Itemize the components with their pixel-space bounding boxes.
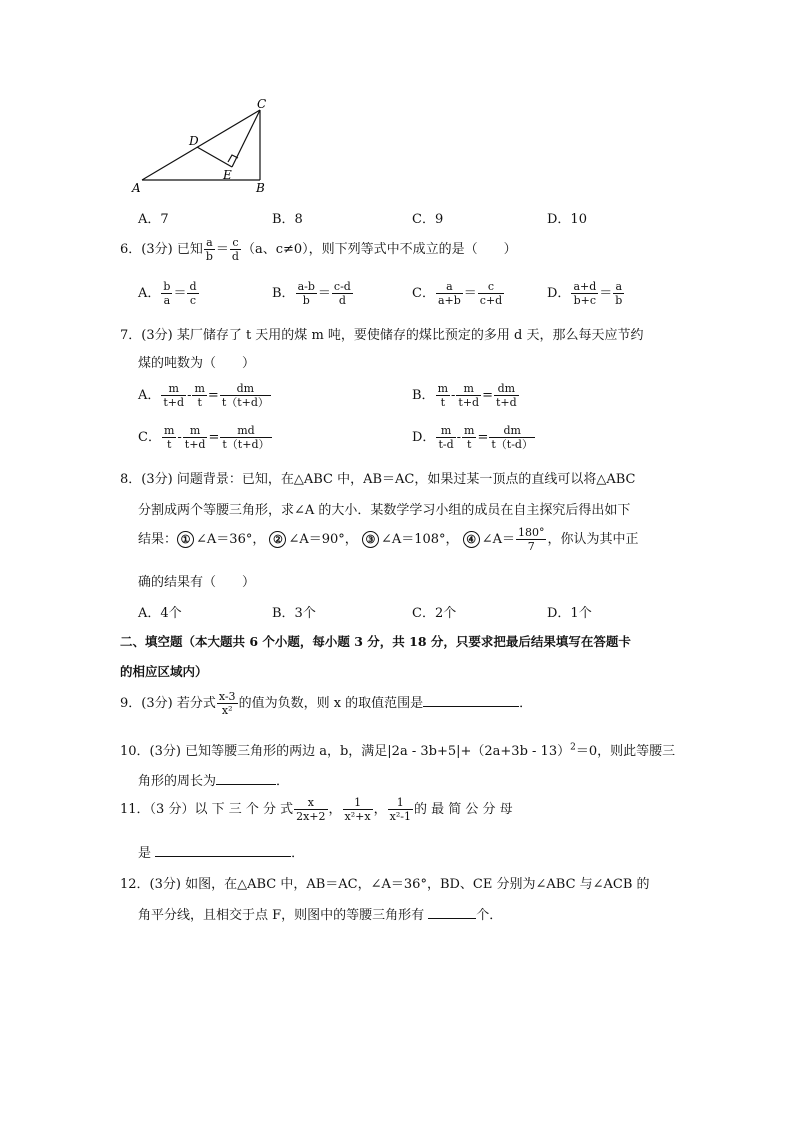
- label-a: A: [132, 181, 141, 195]
- q8-option-d: D．1个: [547, 606, 592, 621]
- q7-option-c: C． $\frac{m}{t}$ - $\frac{m}{t+d}$ = $\frac{md}{t(t+d)}$: [138, 424, 270, 451]
- label-e: E: [223, 168, 232, 182]
- q6-option-a: A． $\frac{b}{a}$ ＝ $\frac{d}{c}$: [138, 280, 197, 307]
- section2-heading-line2: 的相应区域内）: [120, 664, 208, 679]
- q5-option-a: A．7: [138, 212, 169, 227]
- q11-answer-blank[interactable]: [155, 843, 291, 857]
- label-c: C: [257, 97, 267, 111]
- q8-line4: 确的结果有（ ）: [138, 575, 256, 590]
- q8-option-c: C．2个: [412, 606, 457, 621]
- q5-option-b: B．8: [272, 212, 303, 227]
- q11-line2: 是 ．: [138, 842, 304, 861]
- q9: 9．(3分) 若分式 $\frac{x-3}{\text{x²}}$ 的值为负数，则 x 的取值范围是 ．: [120, 690, 533, 717]
- q8-line2: 分割成两个等腰三角形，求∠A 的大小．某数学学习小组的成员在自主探究后得出如下: [138, 503, 631, 518]
- segment-de: [197, 147, 232, 167]
- triangle-figure: [130, 92, 280, 197]
- q8-line3: 结果： ① ∠A＝36°， ② ∠A＝90°， ③ ∠A＝108°， ④ ∠A＝ $\frac{180^\circ}{7}$ ，你认为其中正: [138, 526, 639, 553]
- q8-option-b: B．3个: [272, 606, 316, 621]
- q7-option-b: B． $\frac{m}{t}$ - $\frac{m}{t+d}$ = $\frac{dm}{t+d}$: [412, 382, 517, 409]
- label-b: B: [256, 181, 265, 195]
- q7-option-a: A． $\frac{m}{t+d}$ - $\frac{m}{t}$ = $\frac{dm}{t(t+d)}$: [138, 382, 269, 409]
- q9-answer-blank[interactable]: [423, 693, 519, 707]
- q8-line1: 8．(3分) 问题背景：已知，在△ABC 中，AB＝AC，如果过某一顶点的直线可以将△ABC: [120, 472, 636, 487]
- q10-line2: 角形的周长为 ．: [138, 770, 289, 789]
- q7-option-d: D． $\frac{m}{t-d}$ - $\frac{m}{t}$ = $\frac{dm}{t(t-d)}$: [412, 424, 533, 451]
- q6-option-d: D． $\frac{a+d}{b+c}$ ＝ $\frac{a}{b}$: [547, 280, 623, 307]
- q6-option-c: C． $\frac{a}{a+b}$ ＝ $\frac{c}{c+d}$: [412, 280, 503, 307]
- q12-line2: 角平分线，且相交于点 F，则图中的等腰三角形有 个．: [138, 904, 502, 923]
- q5-option-c: C．9: [412, 212, 444, 227]
- q6-option-b: B． $\frac{a-b}{b}$ ＝ $\frac{c-d}{d}$: [272, 280, 351, 307]
- q12-answer-blank[interactable]: [428, 905, 476, 919]
- q10-line1: 10．(3分) 已知等腰三角形的两边 a，b，满足$|2a - 3b+5|+(2a+3b - 13)^2=0$，则此等腰三: [120, 742, 676, 759]
- section2-heading-line1: 二、填空题（本大题共 6 个小题，每小题 3 分，共 18 分，只要求把最后结果填写在答题卡: [120, 634, 631, 649]
- label-d: D: [189, 134, 199, 148]
- q7-line2: 煤的吨数为（ ）: [138, 356, 256, 371]
- q5-option-d: D．10: [547, 212, 587, 227]
- q6-stem: 6．(3分) 已知 $\frac{a}{b}$ ＝ $\frac{c}{d}$ （a、c≠0），则下列等式中不成立的是（ ）: [120, 236, 517, 263]
- q12-line1: 12．(3分) 如图，在△ABC 中，AB＝AC，∠A＝36°，BD、CE 分别为∠ABC 与∠ACB 的: [120, 877, 650, 892]
- q11-line1: 11．（3 分）以 下 三 个 分 式 $\frac{x}{2x+2}$ ， $\frac{1}{\text{x²+x}}$ ， $\frac{1}{\text{x²-1}}$ 的 最 简 公 分 母: [120, 796, 513, 823]
- q8-option-a: A．4个: [138, 606, 182, 621]
- q10-answer-blank[interactable]: [216, 771, 276, 785]
- q7-line1: 7．(3分) 某厂储存了 t 天用的煤 m 吨，要使储存的煤比预定的多用 d 天，那么每天应节约: [120, 328, 644, 343]
